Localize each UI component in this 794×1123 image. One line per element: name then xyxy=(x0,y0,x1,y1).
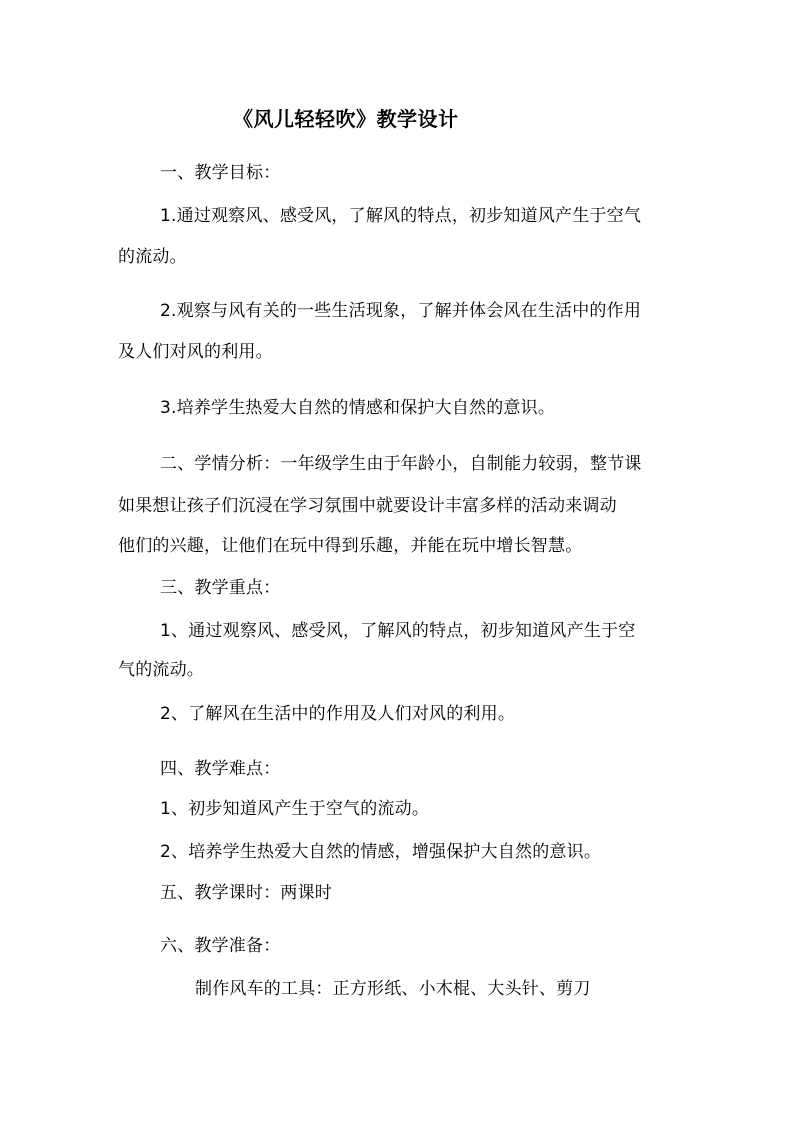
goal-2-line-2: 及人们对风的利用。 xyxy=(118,342,273,362)
goals-heading: 一、教学目标： xyxy=(160,163,281,183)
goal-1-line-2: 的流动。 xyxy=(118,247,187,267)
analysis-line-2: 如果想让孩子们沉浸在学习氛围中就要设计丰富多样的活动来调动 xyxy=(118,496,617,516)
difficulty-2: 2、培养学生热爱大自然的情感，增强保护大自然的意识。 xyxy=(160,842,602,862)
difficulty-heading: 四、教学难点： xyxy=(160,759,281,779)
key-point-2: 2、了解风在生活中的作用及人们对风的利用。 xyxy=(160,704,516,724)
difficulty-1: 1、初步知道风产生于空气的流动。 xyxy=(160,799,430,819)
analysis-line-1: 二、学情分析：一年级学生由于年龄小，自制能力较弱，整节课 xyxy=(160,454,642,474)
preparation-tools: 制作风车的工具：正方形纸、小木棍、大头针、剪刀 xyxy=(195,979,591,999)
preparation-heading: 六、教学准备： xyxy=(160,936,281,956)
analysis-line-3: 他们的兴趣，让他们在玩中得到乐趣，并能在玩中增长智慧。 xyxy=(118,536,583,556)
goal-1-line-1: 1.通过观察风、感受风，了解风的特点，初步知道风产生于空气 xyxy=(160,206,642,226)
key-point-1-line-2: 气的流动。 xyxy=(118,660,204,680)
goal-2-line-1: 2.观察与风有关的一些生活现象，了解并体会风在生活中的作用 xyxy=(160,301,642,321)
lesson-hours: 五、教学课时：两课时 xyxy=(160,883,332,903)
key-points-heading: 三、教学重点： xyxy=(160,578,281,598)
document-title: 《风儿轻轻吹》教学设计 xyxy=(233,107,459,131)
goal-3: 3.培养学生热爱大自然的情感和保护大自然的意识。 xyxy=(160,398,556,418)
key-point-1-line-1: 1、通过观察风、感受风，了解风的特点，初步知道风产生于空 xyxy=(160,621,636,641)
